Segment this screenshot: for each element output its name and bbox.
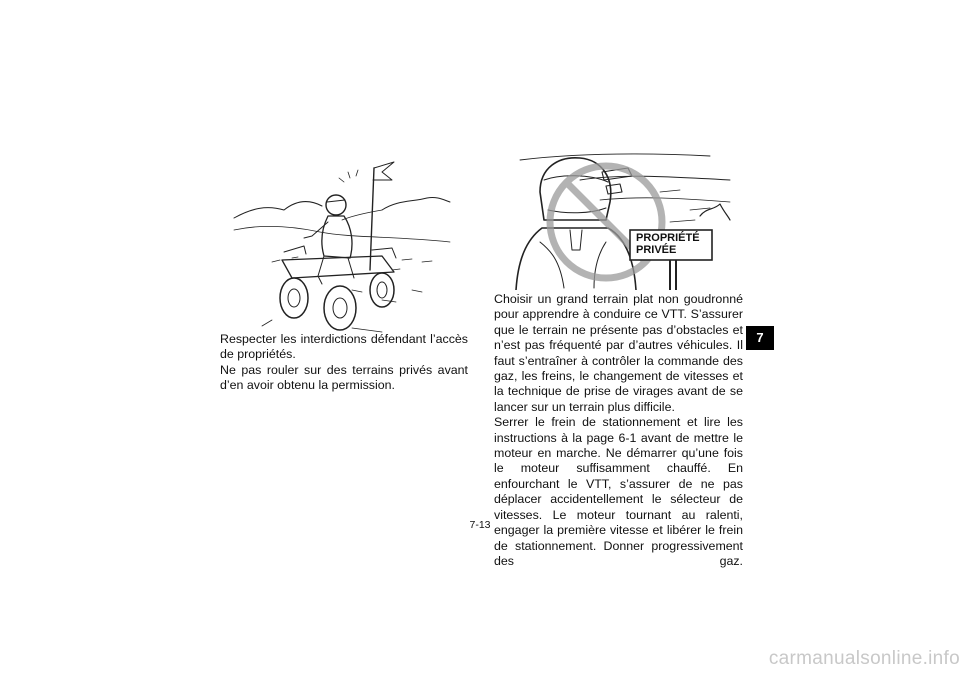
private-property-illustration — [510, 150, 732, 290]
watermark: carmanualsonline.info — [768, 648, 960, 669]
atv-rider-illustration — [232, 150, 452, 335]
paragraph: Choisir un grand terrain plat non goudronné pour apprendre à conduire ce VTT. S’assurer que le terrain ne présente pas d’obstacles et n’est pas fréquenté par d’autres véhicules. Il faut s’entraîner à contrôler la commande des gaz, les freins, le changement de vitesses et la technique de prise de virages avant de se lancer sur un terrain plus difficile. — [494, 292, 743, 414]
left-text-column — [220, 332, 468, 394]
paragraph: Respecter les interdictions défendant l’accès de propriétés. — [220, 332, 468, 362]
sign-text-line-2: PRIVÉE — [636, 244, 677, 256]
sign-text-line-1: PROPRIÉTÉ — [636, 232, 700, 244]
right-text-column — [494, 292, 743, 569]
chapter-tab: 7 — [746, 326, 774, 350]
page-number: 7-13 — [469, 519, 491, 531]
private-property-drawing — [510, 150, 732, 290]
private-property-sign — [632, 232, 710, 258]
paragraph: Ne pas rouler sur des terrains privés avant d’en avoir obtenu la permission. — [220, 362, 468, 393]
paragraph: Serrer le frein de stationnement et lire les instructions à la page 6-1 avant de mettre le moteur en marche. Ne démarrer qu’une fois le moteur suffisamment chauffé. En enfourchant le VTT, s’assurer de ne pas déplacer accidentellement le sélecteur de vitesses. Le moteur tournant au ralenti, engager la première vitesse et libérer le frein de stationnement. Donner progressivement des gaz. — [494, 415, 743, 568]
